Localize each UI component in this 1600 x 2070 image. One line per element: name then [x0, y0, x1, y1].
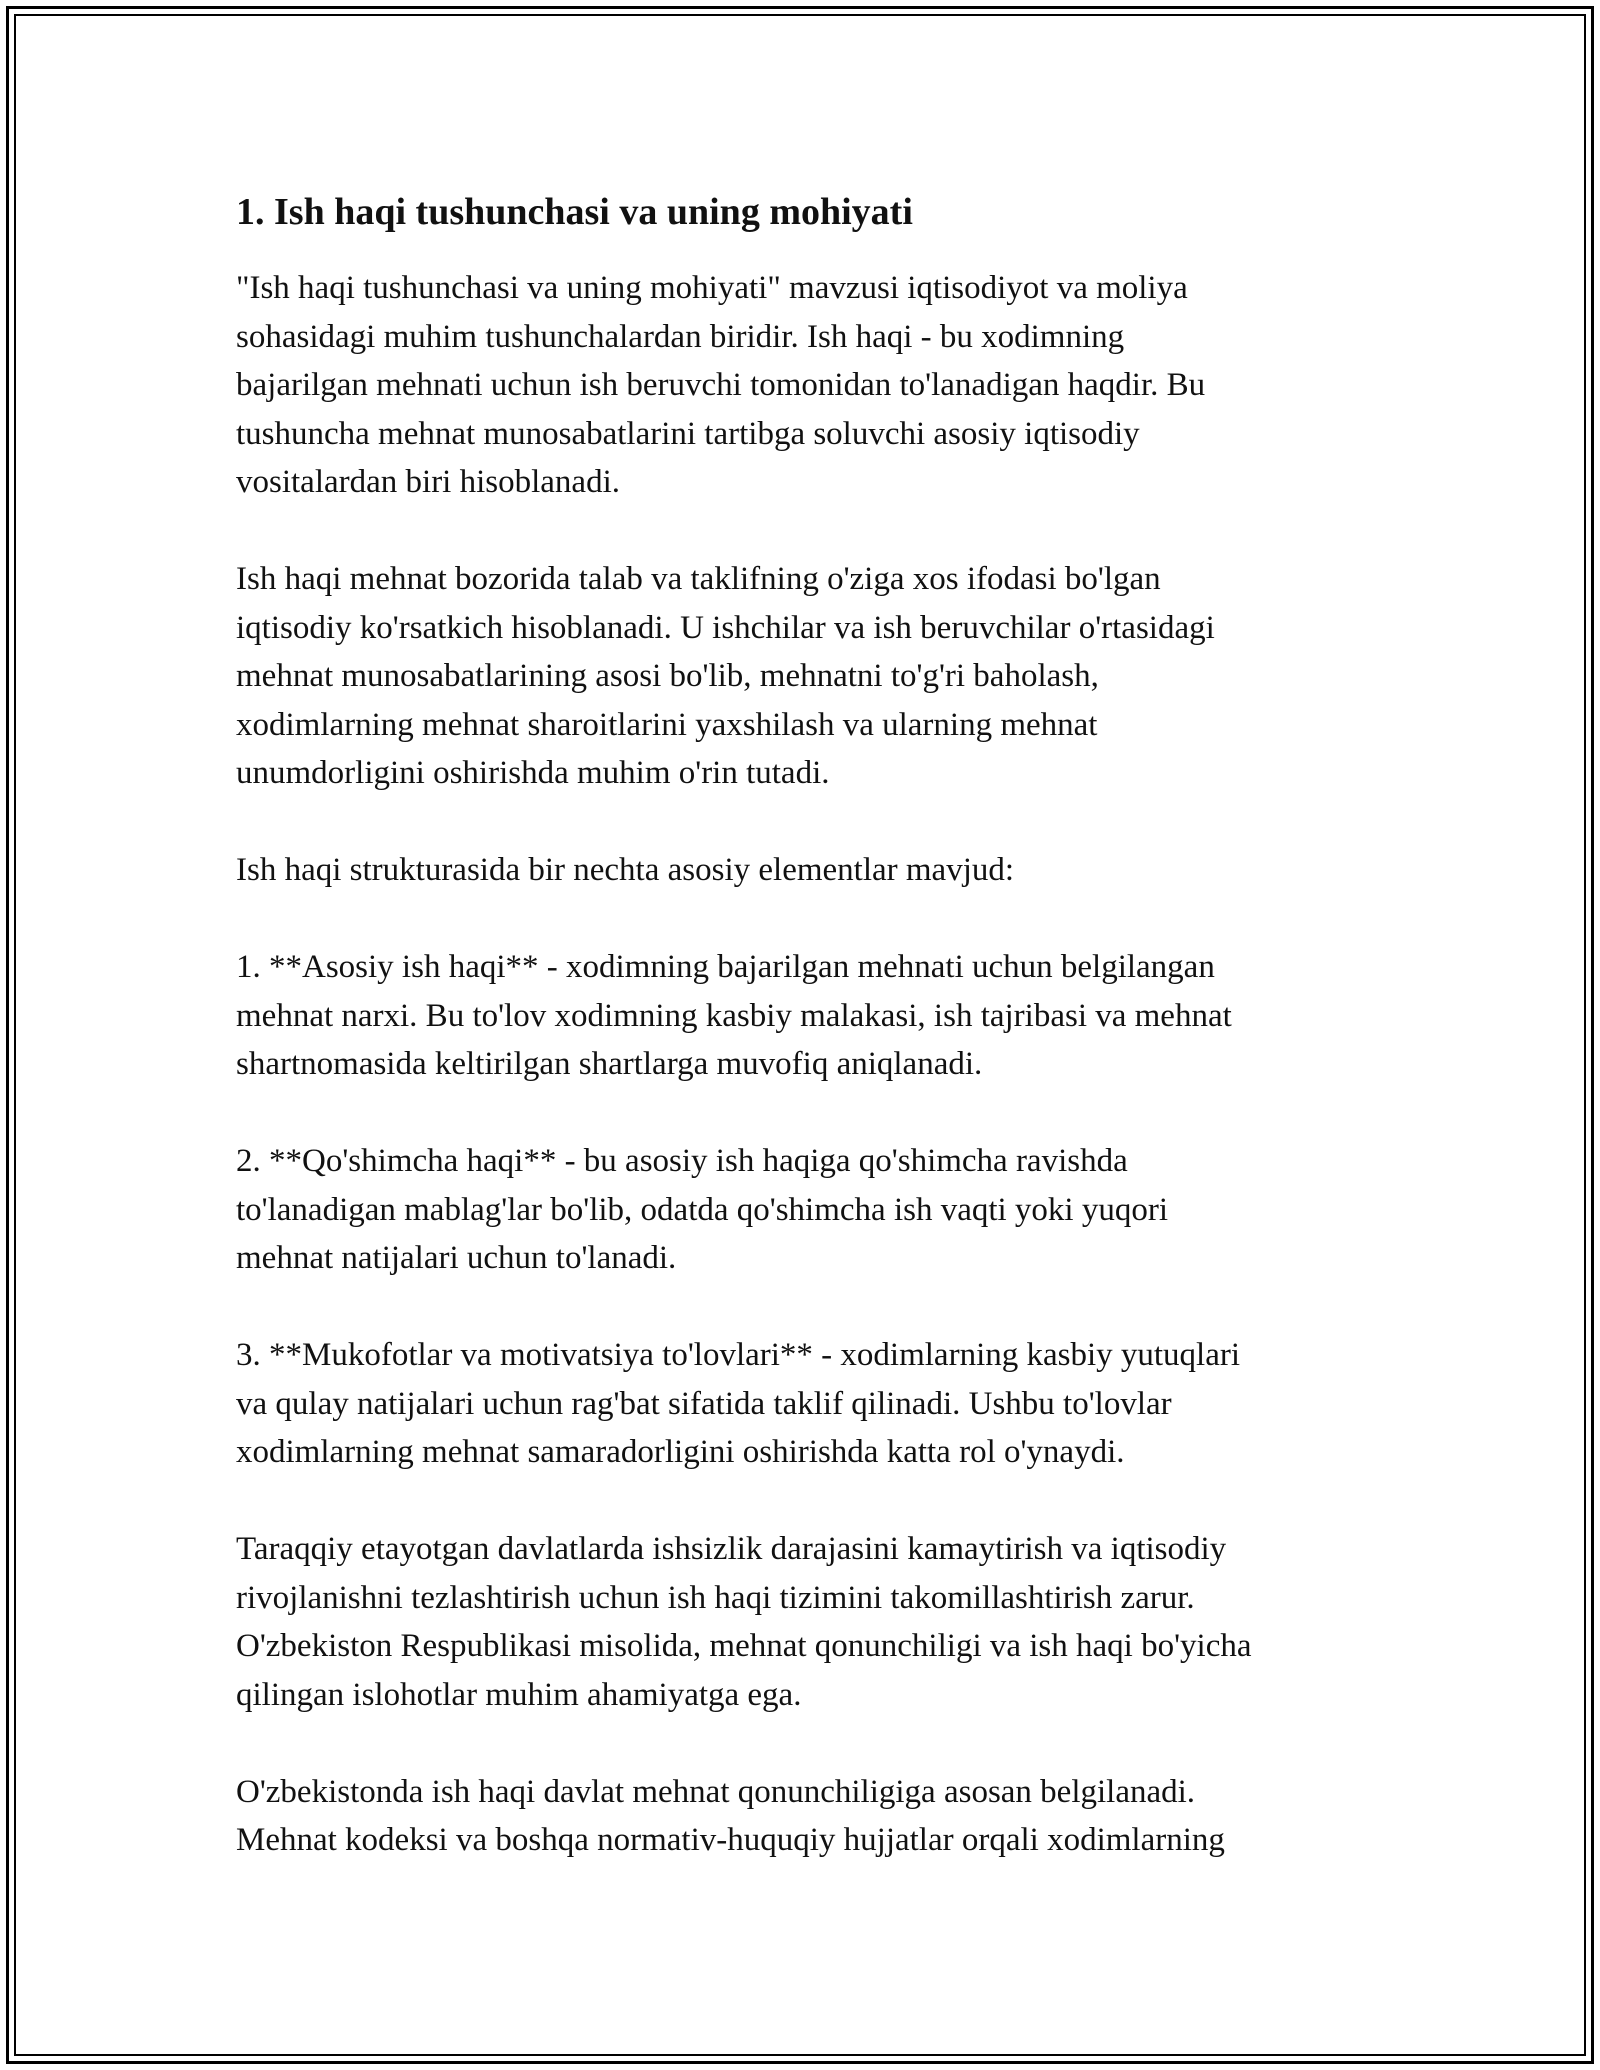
list-item-basic-wage: 1. **Asosiy ish haqi** - xodimning bajarilgan mehnati uchun belgilangan mehnat narxi. Bu to'lov xodimning kasbiy malakasi, ish tajribasi va mehnat shartnomasida keltirilgan shartlarga muvofiq aniqlanadi. — [236, 949, 1232, 1082]
paragraph-labor-market: Ish haqi mehnat bozorida talab va taklifning o'ziga xos ifodasi bo'lgan iqtisodiy ko'rsatkich hisoblanadi. U ishchilar va ish beruvchilar o'rtasidagi mehnat munosabatlarining asosi bo'lib, mehnatni to'g'ri baholash, xodimlarning mehnat sharoitlarini yaxshilash va ularning mehnat unumdorligini oshirishda muhim o'rin tutadi. — [236, 561, 1215, 791]
document-body — [236, 186, 1376, 1913]
list-item-bonuses: 3. **Mukofotlar va motivatsiya to'lovlari** - xodimlarning kasbiy yutuqlari va qulay natijalari uchun rag'bat sifatida taklif qilinadi. Ushbu to'lovlar xodimlarning mehnat samaradorligini oshirishda katta rol o'ynaydi. — [236, 1337, 1241, 1470]
section-heading: 1. Ish haqi tushunchasi va uning mohiyati — [236, 191, 913, 233]
list-item-additional-pay: 2. **Qo'shimcha haqi** - bu asosiy ish haqiga qo'shimcha ravishda to'lanadigan mablag'lar bo'lib, odatda qo'shimcha ish vaqti yoki yuqori mehnat natijalari uchun to'lanadi. — [236, 1143, 1169, 1276]
paragraph-developing-countries: Taraqqiy etayotgan davlatlarda ishsizlik darajasini kamaytirish va iqtisodiy rivojlanishni tezlashtirish uchun ish haqi tizimini takomillashtirish zarur. O'zbekiston Respublikasi misolida, mehnat qonunchiligi va ish haqi bo'yicha qilingan islohotlar muhim ahamiyatga ega. — [236, 1531, 1252, 1713]
paragraph-structure-intro: Ish haqi strukturasida bir nechta asosiy elementlar mavjud: — [236, 852, 1015, 888]
paragraph-uzbekistan: O'zbekistonda ish haqi davlat mehnat qonunchiligiga asosan belgilanadi. Mehnat kodeksi va boshqa normativ-huquqiy hujjatlar orqali xodimlarning — [236, 1773, 1225, 1858]
paragraph-intro: "Ish haqi tushunchasi va uning mohiyati" mavzusi iqtisodiyot va moliya sohasidagi muhim tushunchalardan biridir. Ish haqi - bu xodimning bajarilgan mehnati uchun ish beruvchi tomonidan to'lanadigan haqdir. Bu tushuncha mehnat munosabatlarini tartibga soluvchi asosiy iqtisodiy vositalardan biri hisoblanadi. — [236, 270, 1206, 500]
